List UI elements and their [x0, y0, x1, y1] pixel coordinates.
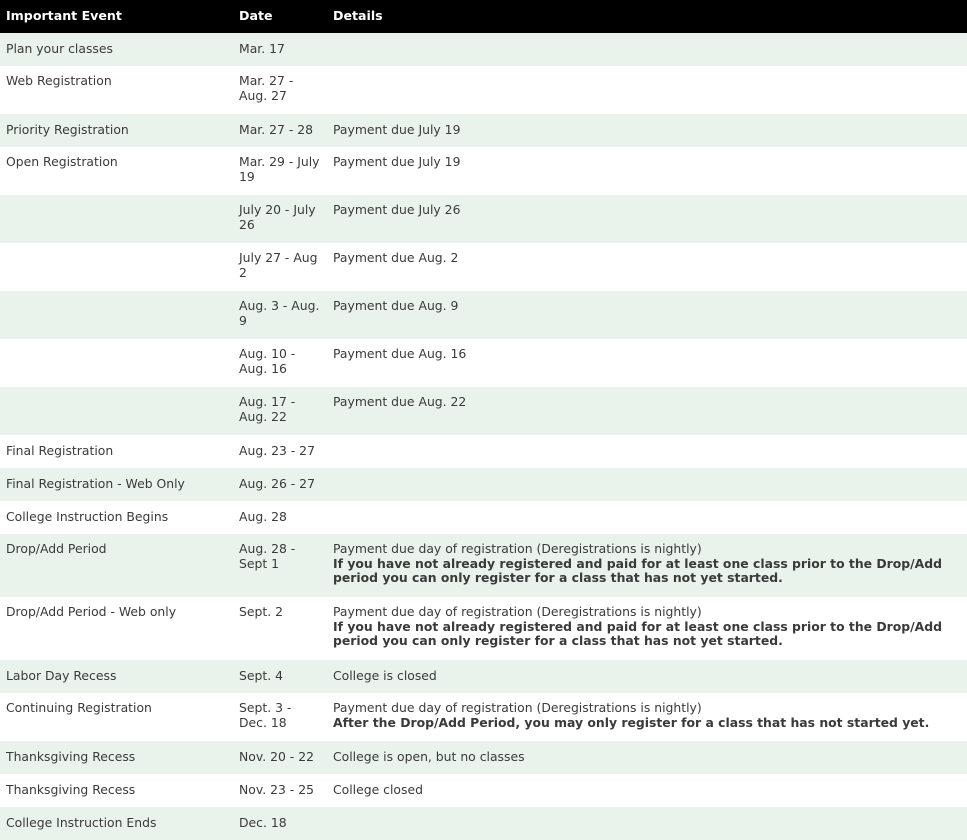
event-cell: Plan your classes	[0, 33, 233, 66]
details-cell	[327, 291, 967, 339]
details-cell	[327, 468, 967, 501]
date-cell: Mar. 27 - 28	[233, 114, 327, 147]
details-text: Payment due Aug. 9	[333, 298, 459, 313]
details-note: If you have not already registered and paid for at least one class prior to the Drop/Add period you can only register for a class that has not yet started.	[333, 618, 943, 648]
details-text: Payment due day of registration (Deregistrations is nightly)	[333, 604, 702, 619]
date-cell: Aug. 23 - 27	[233, 435, 327, 468]
details-cell	[327, 339, 967, 387]
details-cell	[327, 693, 967, 741]
details-cell	[327, 195, 967, 243]
details-cell	[327, 501, 967, 534]
table-row	[0, 114, 967, 147]
event-cell: Final Registration - Web Only	[0, 468, 233, 501]
table-row	[0, 195, 967, 243]
details-note: If you have not already registered and paid for at least one class prior to the Drop/Add period you can only register for a class that has not yet started.	[333, 555, 943, 585]
details-text: Payment due day of registration (Deregistrations is nightly)	[333, 700, 702, 715]
details-text: Payment due July 19	[333, 154, 461, 169]
date-cell: Sept. 2	[233, 597, 327, 660]
details-cell	[327, 774, 967, 807]
event-cell: Open Registration	[0, 147, 233, 195]
details-text: College is closed	[333, 668, 437, 684]
table-row	[0, 534, 967, 597]
details-text: Payment due July 26	[333, 202, 461, 217]
event-cell: Thanksgiving Recess	[0, 741, 233, 774]
header-date: Date	[233, 0, 327, 33]
table-row	[0, 339, 967, 387]
event-cell: Web Registration	[0, 66, 233, 114]
event-cell	[0, 195, 233, 243]
table-row	[0, 501, 967, 534]
table-row	[0, 660, 967, 693]
details-cell	[327, 534, 967, 597]
date-cell: July 20 - July 26	[233, 195, 327, 243]
details-text: Payment due Aug. 22	[333, 394, 467, 409]
event-cell: Final Registration	[0, 435, 233, 468]
header-important-event: Important Event	[0, 0, 233, 33]
event-cell: College Instruction Begins	[0, 501, 233, 534]
details-cell	[327, 33, 967, 66]
date-cell: Mar. 29 - July 19	[233, 147, 327, 195]
date-cell: Aug. 17 - Aug. 22	[233, 387, 327, 435]
table-header-row	[0, 0, 967, 33]
table-row	[0, 147, 967, 195]
table-row	[0, 741, 967, 774]
table-row	[0, 468, 967, 501]
date-cell: Aug. 10 - Aug. 16	[233, 339, 327, 387]
event-cell: Continuing Registration	[0, 693, 233, 741]
table-row	[0, 597, 967, 660]
event-cell	[0, 387, 233, 435]
details-cell	[327, 66, 967, 114]
table-row	[0, 33, 967, 66]
table-row	[0, 774, 967, 807]
date-cell: Nov. 20 - 22	[233, 741, 327, 774]
table-row	[0, 387, 967, 435]
table-row	[0, 66, 967, 114]
details-note: After the Drop/Add Period, you may only register for a class that has not started yet.	[333, 714, 930, 730]
event-cell	[0, 291, 233, 339]
details-cell	[327, 741, 967, 774]
date-cell: Aug. 3 - Aug. 9	[233, 291, 327, 339]
details-cell	[327, 807, 967, 840]
table-row	[0, 435, 967, 468]
date-cell: Mar. 27 - Aug. 27	[233, 66, 327, 114]
details-text: College is open, but no classes	[333, 749, 525, 765]
details-cell	[327, 597, 967, 660]
event-cell: Priority Registration	[0, 114, 233, 147]
details-cell	[327, 387, 967, 435]
event-cell: Drop/Add Period - Web only	[0, 597, 233, 660]
date-cell: Aug. 28	[233, 501, 327, 534]
details-text: Payment due Aug. 16	[333, 346, 467, 361]
table-row	[0, 807, 967, 840]
date-cell: Sept. 4	[233, 660, 327, 693]
details-cell	[327, 114, 967, 147]
date-cell: Sept. 3 - Dec. 18	[233, 693, 327, 741]
date-cell: Nov. 23 - 25	[233, 774, 327, 807]
event-cell: Labor Day Recess	[0, 660, 233, 693]
details-cell	[327, 435, 967, 468]
table-row	[0, 693, 967, 741]
date-cell: July 27 - Aug 2	[233, 243, 327, 291]
details-cell	[327, 147, 967, 195]
date-cell: Mar. 17	[233, 33, 327, 66]
header-details: Details	[327, 0, 967, 33]
date-cell: Aug. 28 - Sept 1	[233, 534, 327, 597]
event-cell: Thanksgiving Recess	[0, 774, 233, 807]
details-text: Payment due day of registration (Deregistrations is nightly)	[333, 541, 702, 556]
date-cell: Aug. 26 - 27	[233, 468, 327, 501]
date-cell: Dec. 18	[233, 807, 327, 840]
details-text: Payment due Aug. 2	[333, 250, 459, 265]
event-cell	[0, 339, 233, 387]
details-text: College closed	[333, 782, 423, 798]
event-cell	[0, 243, 233, 291]
table-row	[0, 291, 967, 339]
event-cell: Drop/Add Period	[0, 534, 233, 597]
details-cell	[327, 660, 967, 693]
table-row	[0, 243, 967, 291]
details-cell	[327, 243, 967, 291]
event-cell: College Instruction Ends	[0, 807, 233, 840]
details-text: Payment due July 19	[333, 122, 461, 138]
